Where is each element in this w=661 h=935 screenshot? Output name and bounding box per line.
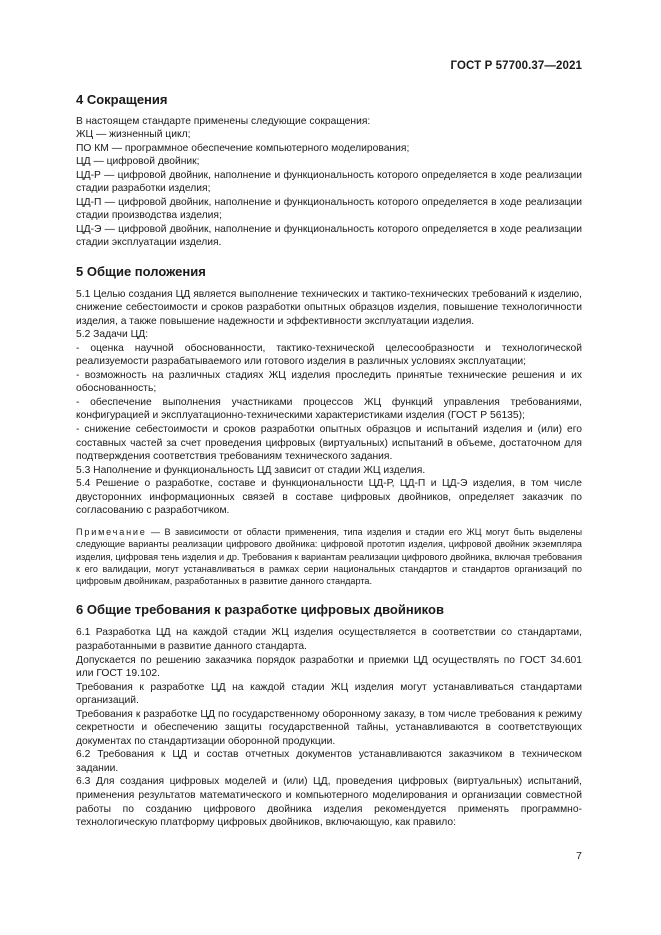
- section-4-title: 4 Сокращения: [76, 92, 168, 107]
- note: [76, 526, 582, 588]
- document-code: ГОСТ Р 57700.37—2021: [450, 60, 582, 72]
- task-item: - оценка научной обоснованности, тактико-технической целесообразности и технологической реализуемости разрабатываемого или готового изделия в различных условиях эксплуатации;: [76, 342, 582, 368]
- paragraph-5-1: 5.1 Целью создания ЦД является выполнение технических и тактико-технических требований к изделию, снижение себестоимости и сроков разработки опытных образцов изделия, повышение технологичности изделия, а также повышение надежности и эффективности эксплуатации изделия.: [76, 288, 582, 327]
- abbreviation-item: ЦД-П — цифровой двойник, наполнение и функциональность которого определяется в ходе реализации стадии производства изделия;: [76, 196, 582, 222]
- abbreviation-item: ЦД — цифровой двойник;: [76, 156, 200, 168]
- paragraph: Требования к разработке ЦД на каждой стадии ЖЦ изделия могут устанавливаться стандартами организаций.: [76, 681, 582, 707]
- paragraph: Требования к разработке ЦД по государственному оборонному заказу, в том числе требования к режиму секретности и обеспечению защиты государственной тайны, устанавливаются в соответствующих документах по стандартизации оборонной продукции.: [76, 708, 582, 747]
- page-number: 7: [576, 850, 582, 862]
- paragraph-5-4: 5.4 Решение о разработке, составе и функциональности ЦД-Р, ЦД-П и ЦД-Э изделия, в том числе двусторонних информационных связей в составе цифровых двойников, определяет заказчик по согласованию с разработчиком.: [76, 478, 582, 517]
- abbreviation-item: ЦД-Э — цифровой двойник, наполнение и функциональность которого определяется в ходе реализации стадии эксплуатации изделия.: [76, 223, 582, 249]
- page-content: [76, 93, 582, 830]
- task-item: - обеспечение выполнения участниками процессов ЖЦ функций управления требованиями, конфигурацией и эксплуатационно-техническими характеристиками изделия (ГОСТ Р 56135);: [76, 396, 582, 422]
- section-6-title: 6 Общие требования к разработке цифровых двойников: [76, 601, 444, 617]
- section-5-title: 5 Общие положения: [76, 264, 206, 280]
- paragraph: Допускается по решению заказчика порядок разработки и приемки ЦД осуществлять по ГОСТ 34.601 или ГОСТ 19.102.: [76, 654, 582, 680]
- paragraph-6-3: 6.3 Для создания цифровых моделей и (или) ЦД, проведения цифровых (виртуальных) испытаний, применения результатов математического и компьютерного моделирования и организации совместной работы по созданию цифрового двойника изделия рекомендуется применять программно-технологическую платформу цифровых двойников, включающую, как правило:: [76, 776, 582, 829]
- paragraph-6-1: 6.1 Разработка ЦД на каждой стадии ЖЦ изделия осуществляется в соответствии со стандартами, разработанными в развитие данного стандарта.: [76, 627, 582, 652]
- abbreviation-item: ПО КМ — программное обеспечение компьютерного моделирования;: [76, 142, 410, 154]
- note-text: — В зависимости от области применения, типа изделия и стадии его ЖЦ могут быть выделены следующие варианты реализации цифрового двойника: цифровой прототип изделия, цифровой двойник экземпляра изделия, цифровая тень изделия и др. Требования к вариантам реализации цифрового двойника, включая требования к его валидации, могут устанавливаться в рамках серии национальных стандартов и стандартов организаций по цифровым двойникам, разработанных в развитие данного стандарта.: [76, 526, 582, 587]
- abbreviation-item: ЖЦ — жизненный цикл;: [76, 129, 191, 141]
- note-label: Примечание: [76, 526, 147, 537]
- task-item: - снижение себестоимости и сроков разработки опытных образцов и испытаний изделия и (или) его составных частей за счет проведения цифровых (виртуальных) испытаний в объеме, достаточном для подтверждения соответствия требованиям технического задания.: [76, 424, 582, 463]
- paragraph-5-2: 5.2 Задачи ЦД:: [76, 329, 149, 341]
- paragraph-6-2: 6.2 Требования к ЦД и состав отчетных документов устанавливаются заказчиком в техническом задании.: [76, 749, 582, 774]
- abbreviation-item: ЦД-Р — цифровой двойник, наполнение и функциональность которого определяется в ходе реализации стадии разработки изделия;: [76, 169, 582, 195]
- task-item: - возможность на различных стадиях ЖЦ изделия проследить принятые технические решения и их обоснованность;: [76, 369, 582, 395]
- paragraph-5-3: 5.3 Наполнение и функциональность ЦД зависит от стадии ЖЦ изделия.: [76, 464, 426, 476]
- abbreviations-intro: В настоящем стандарте применены следующие сокращения:: [76, 115, 371, 127]
